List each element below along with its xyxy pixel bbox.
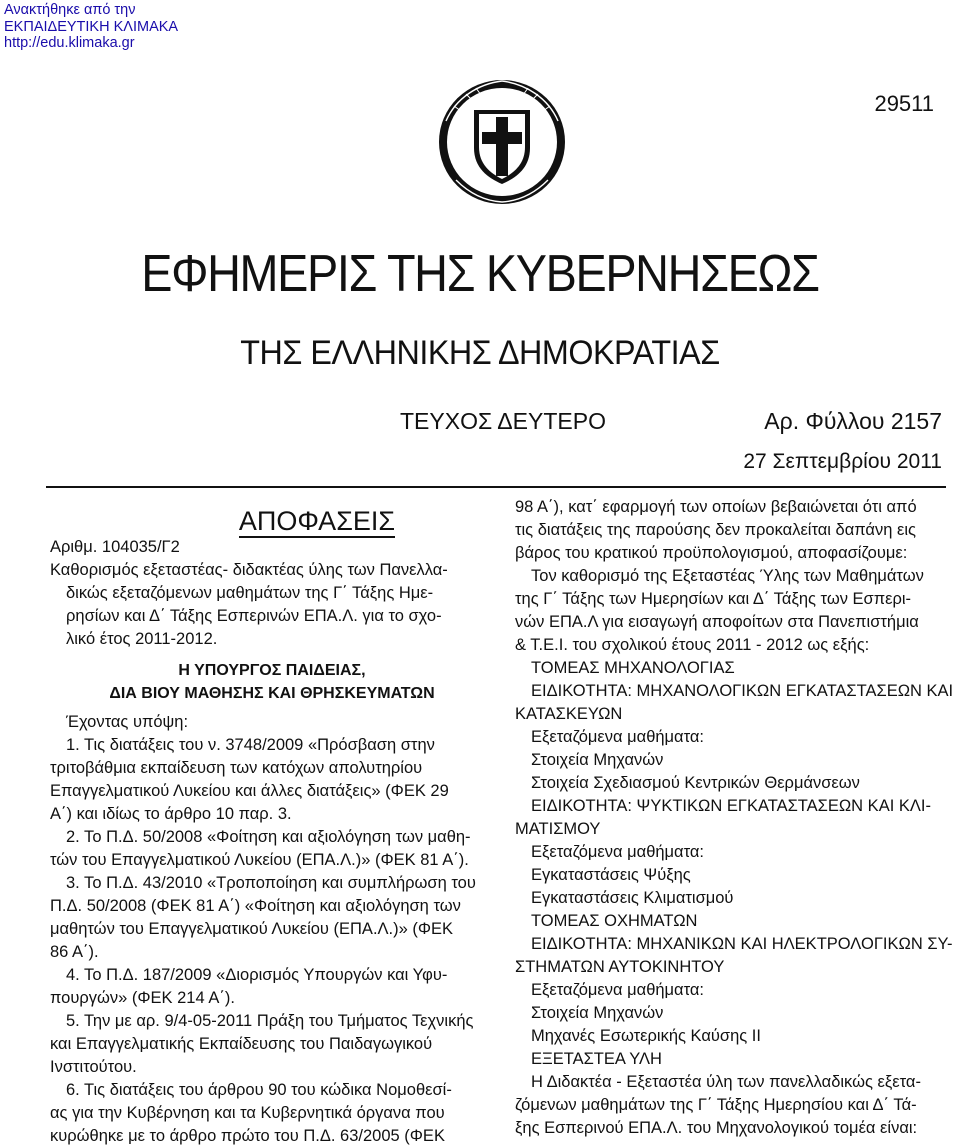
decision-number: Αριθμ. 104035/Γ2 xyxy=(50,538,180,556)
page-number: 29511 xyxy=(874,91,934,116)
determination-paragraph: Τον καθορισμό της Εξεταστέας Ύλης των Μαθημάτων της Γ΄ Τάξης των Ημερησίων και Δ΄ Τάξης των Εσπερι- νών ΕΠΑ.Λ για εισαγωγή αποφοίτων στα Πανεπιστήμια & Τ.Ε.Ι. του σχολικού έτους 2011 - 2012 ως εξής: xyxy=(515,567,924,654)
gazette-title: ΕΦΗΜΕΡΙΣ ΤΗΣ ΚΥΒΕΡΝΗΣΕΩΣ xyxy=(141,245,819,303)
right-column xyxy=(515,496,955,1140)
paragraph-6: 6. Τις διατάξεις του άρθρου 90 του κώδικα Νομοθεσί- ας για την Κυβέρνηση και τα Κυβερνητικά όργανα που κυρώθηκε με το άρθρο πρώτο του Π.Δ. 63/2005 (ΦΕΚ xyxy=(50,1081,452,1145)
decision-subject: Καθορισμός εξεταστέας- διδακτέας ύλης των Πανελλα- δικώς εξεταζόμενων μαθημάτων της Γ΄ Τάξης Ημε- ρησίων και Δ΄ Τάξης Εσπερινών ΕΠΑ.Λ. για το σχο- λικό έτος 2011-2012. xyxy=(50,561,448,648)
greek-coat-of-arms-icon xyxy=(436,76,568,208)
specialty-heading: ΕΙΔΙΚΟΤΗΤΑ: ΨΥΚΤΙΚΩΝ ΕΓΚΑΤΑΣΤΑΣΕΩΝ ΚΑΙ ΚΛΙ- ΜΑΤΙΣΜΟΥ xyxy=(515,797,931,838)
paragraph-3: 3. Το Π.Δ. 43/2010 «Τροποποίηση και συμπλήρωση του Π.Δ. 50/2008 (ΦΕΚ 81 Α΄) «Φοίτηση και αξιολόγηση των μαθητών του Επαγγελματικού Λυκείου (ΕΠΑ.Λ.)» (ΦΕΚ 86 Α΄). xyxy=(50,874,476,961)
minister-title: Η ΥΠΟΥΡΓΟΣ ΠΑΙΔΕΙΑΣ, ΔΙΑ ΒΙΟΥ ΜΑΘΗΣΗΣ ΚΑΙ ΘΡΗΣΚΕΥΜΑΤΩΝ xyxy=(109,662,435,702)
source-note xyxy=(4,2,178,52)
course-item: Στοιχεία Μηχανών xyxy=(531,751,664,769)
exam-material-heading: ΕΞΕΤΑΣΤΕΑ ΥΛΗ xyxy=(531,1050,662,1068)
having-regard: Έχοντας υπόψη: xyxy=(66,713,189,731)
examined-courses-label: Εξεταζόμενα μαθήματα: xyxy=(531,728,705,746)
course-item: Εγκαταστάσεις Κλιματισμού xyxy=(531,889,734,907)
course-item: Μηχανές Εσωτερικής Καύσης ΙΙ xyxy=(531,1027,761,1045)
course-item: Στοιχεία Μηχανών xyxy=(531,1004,664,1022)
paragraph-2: 2. Το Π.Δ. 50/2008 «Φοίτηση και αξιολόγηση των μαθη- τών του Επαγγελματικού Λυκείου (ΕΠΑ.Λ.)» (ΦΕΚ 81 Α΄). xyxy=(50,828,471,869)
sector-heading: ΤΟΜΕΑΣ ΜΗΧΑΝΟΛΟΓΙΑΣ xyxy=(531,659,735,677)
sector-heading: ΤΟΜΕΑΣ ΟΧΗΜΑΤΩΝ xyxy=(531,912,698,930)
header-divider xyxy=(46,486,946,488)
issue-date: 27 Σεπτεμβρίου 2011 xyxy=(743,450,942,473)
paragraph-5: 5. Την με αρ. 9/4-05-2011 Πράξη του Τμήματος Τεχνικής και Επαγγελματικής Εκπαίδευσης του Παιδαγωγικού Ινστιτούτου. xyxy=(50,1012,474,1076)
left-column xyxy=(50,506,494,1148)
specialty-heading: ΕΙΔΙΚΟΤΗΤΑ: ΜΗΧΑΝΟΛΟΓΙΚΩΝ ΕΓΚΑΤΑΣΤΑΣΕΩΝ ΚΑΙ ΚΑΤΑΣΚΕΥΩΝ xyxy=(515,682,954,723)
issue-type: ΤΕΥΧΟΣ ΔΕΥΤΕΡΟ xyxy=(400,408,606,434)
source-link[interactable]: http://edu.klimaka.gr xyxy=(4,35,135,51)
sheet-number: Αρ. Φύλλου 2157 xyxy=(764,408,942,434)
paragraph-4: 4. Το Π.Δ. 187/2009 «Διορισμός Υπουργών και Υφυ- πουργών» (ΦΕΚ 214 Α΄). xyxy=(50,966,448,1007)
source-line-1: Ανακτήθηκε από την xyxy=(4,2,136,18)
section-heading: ΑΠΟΦΑΣΕΙΣ xyxy=(238,506,396,536)
source-line-2: ΕΚΠΑΙΔΕΥΤΙΚΗ ΚΛΙΜΑΚΑ xyxy=(4,18,179,35)
course-item: Στοιχεία Σχεδιασμού Κεντρικών Θερμάνσεων xyxy=(531,774,860,792)
gazette-subtitle: ΤΗΣ ΕΛΛΗΝΙΚΗΣ ΔΗΜΟΚΡΑΤΙΑΣ xyxy=(240,334,720,372)
specialty-heading: ΕΙΔΙΚΟΤΗΤΑ: ΜΗΧΑΝΙΚΩΝ ΚΑΙ ΗΛΕΚΤΡΟΛΟΓΙΚΩΝ ΣΥ- ΣΤΗΜΑΤΩΝ ΑΥΤΟΚΙΝΗΤΟΥ xyxy=(515,935,953,976)
paragraph-1: 1. Τις διατάξεις του ν. 3748/2009 «Πρόσβαση στην τριτοβάθμια εκπαίδευση των κατόχων απολυτηρίου Επαγγελματικού Λυκείου και άλλες διατάξεις» (ΦΕΚ 29 Α΄) και ιδίως το άρθρο 10 παρ. 3. xyxy=(50,736,449,823)
final-paragraph: Η Διδακτέα - Εξεταστέα ύλη των πανελλαδικώς εξετα- ζόμενων μαθημάτων της Γ΄ Τάξης Ημερησίου και Δ΄ Τά- ξης Εσπερινού ΕΠΑ.Λ. του Μηχανολογικού τομέα είναι: xyxy=(515,1073,921,1137)
course-item: Εγκαταστάσεις Ψύξης xyxy=(531,866,691,884)
examined-courses-label: Εξεταζόμενα μαθήματα: xyxy=(531,843,705,861)
examined-courses-label: Εξεταζόμενα μαθήματα: xyxy=(531,981,705,999)
continuation-paragraph: 98 Α΄), κατ΄ εφαρμογή των οποίων βεβαιώνεται ότι από τις διατάξεις της παρούσης δεν προκαλείται δαπάνη εις βάρος του κρατικού προϋπολογισμού, αποφασίζουμε: xyxy=(515,498,917,562)
